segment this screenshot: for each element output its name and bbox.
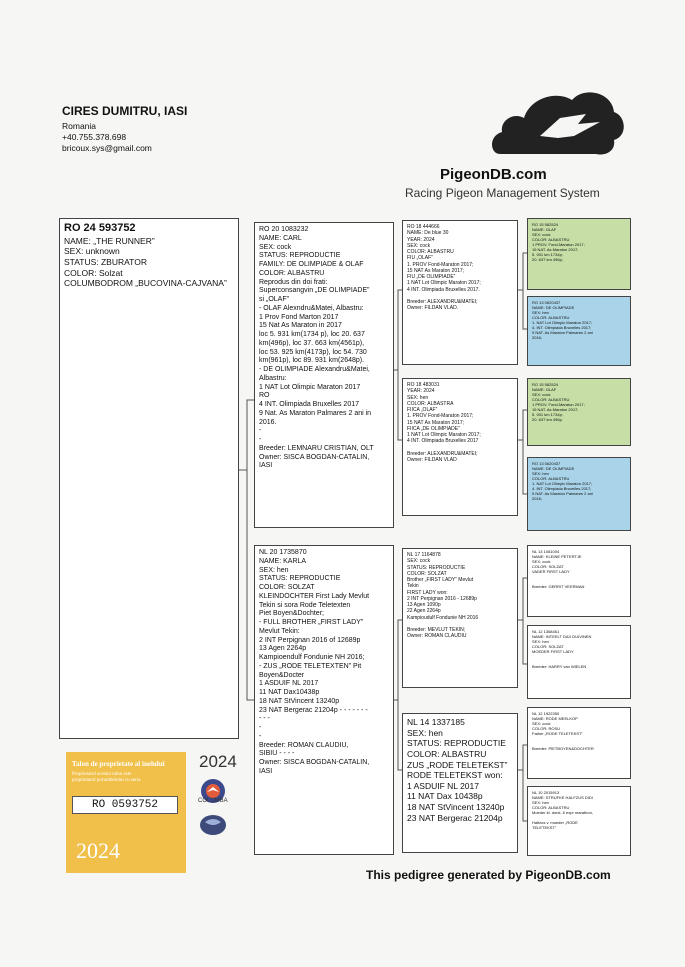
grandparent-card: RO 18 483031 YEAR: 2024 SEX: hen COLOR: ALBASTRA FIICA „OLAF” 1. PROV Fond-Maraton 2017; 15 NAT As Maraton 2017; FIICA „DE OLIMPIADE” 1 NAT Lot Olimpic Maraton 2017; 4 INT. Olimpiada Bruxelles 2017 Breeder: ALEXANDRU&MATEI; Owner: FILDAN VLAD bbox=[402, 378, 518, 516]
grandparent-card: RO 18 444666 NAME: De blue 30 YEAR: 2024 SEX: cock COLOR: ALBASTRU FIU „OLAF” 1. PROV Fond-Maraton 2017; 15 NAT As Maraton 2017; FIU „DE OLIMPIADE” 1 NAT Lot Olimpic Maraton 2017; 4 INT. Olimpiada Bruxelles 2017. Breeder: ALEXANDRU&MATEI; Owner: FILDAN VLAD. bbox=[402, 220, 518, 365]
brand-name[interactable]: PigeonDB.com bbox=[440, 166, 547, 183]
owner-name: CIRES DUMITRU, IASI bbox=[62, 104, 188, 118]
owner-phone: +40.755.378.698 bbox=[62, 132, 127, 142]
great-grandparent-card: RO 15 582524 NAME: OLAF SEX: cock COLOR: ALBASTRU 1 PROV. Fond-Maraton 2017; 15 NAT. As Maraton 2017; 5. 931 km 1734p; 20. 637 km 496p. bbox=[527, 378, 631, 446]
main-ring-number: RO 24 593752 bbox=[64, 222, 136, 234]
owner-country: Romania bbox=[62, 121, 97, 131]
talon-ring-number: RO 0593752 bbox=[72, 796, 178, 814]
talon-year: 2024 bbox=[76, 838, 120, 863]
owner-email[interactable]: bricoux.sys@gmail.com bbox=[62, 143, 152, 153]
dam-card: NL 20 1735870 NAME: KARLA SEX: hen STATUS: REPRODUCTIE COLOR: SOLZAT KLEINDOCHTER First Lady Mevlut Tekin si sora Rode Teletexten Piet Boyen&Dochter; - FULL BROTHER „FIRST LADY” Mevlut Tekin: 2 INT Perpignan 2016 of 12689p 13 Agen 2264p Kampioendulf Fondunie NH 2016; - ZUS „RODE TELETEXTEN” Pit Boyen&Docter 1 ASDUIF NL 2017 11 NAT Dax10438p 18 NAT StVincent 13240p 23 NAT Bergerac 21204p - - - - - - - - - - - - Breeder: ROMAN CLAUDIU, SIBIU - - - - Owner: SISCA BOGDAN-CATALIN, IASI bbox=[254, 545, 394, 855]
sire-card: RO 20 1083232 NAME: CARL SEX: cock STATUS: REPRODUCTIE FAMILY: DE OLIMPIADE & OLAF COLOR: ALBASTRU Reprodus din doi frati: Superconsangvin „DE OLIMPIADE” si „OLAF” - OLAF Alexndru&Matei, Albastru: 1 Prov Fond Marton 2017 15 Nat As Maraton in 2017 loc 5. 931 km(1734 p), loc 20. 637 km(496p), loc 37. 663 km(4561p), loc 53. 925 km(4173p), loc 54. 730 km(961p), loc 89. 931 km(2648p). - DE OLIMPIADE Alexandru&Matei, Albastru: 1 NAT Lot Olimpic Maraton 2017 RO 4 INT. Olimpiada Bruxelles 2017 9 Nat. As Maraton Palmares 2 ani in 2016. - - Breeder: LEMNARU CRISTIAN, OLT Owner: SISCA BOGDAN-CATALIN, IASI bbox=[254, 222, 394, 528]
great-grandparent-card: NL 12 1922350 NAME: RODE MEELKOP SEX: cock COLOR: ROSU Father „RODE TELETEKST” Breeder: PIETBOYEN&DOCHTER bbox=[527, 707, 631, 779]
great-grandparent-card: NL 12 1368461 NAME: INTEELT DAX DUIVINEN SEX: hen COLOR: SOLZAT MOEDER FIRST LADY Breeder: HARRY van WIELEN bbox=[527, 625, 631, 699]
main-pigeon-card bbox=[59, 218, 239, 739]
ring-ownership-talon bbox=[66, 752, 186, 873]
grandparent-card: NL 17 1164878 SEX: cock STATUS: REPRODUCTIE COLOR: SOLZAT Brother „FIRST LADY” Mevlut Tekin FIRST LADY won: 2 INT Perpignan 2016 - 12689p 13 Agen 1090p 22 Agen 2264p Kampioudulf Fondunie NH 2016 Breeder: MEVLUT TEKIN; Owner: ROMAN CLAUDIU bbox=[402, 548, 518, 688]
great-grandparent-card: NL 13 1081004 NAME: KLEINE PETERTJE SEX: cock COLOR: SOLZAT VADER FIRST LADY Breeder: GERRIT VEERMAN bbox=[527, 545, 631, 617]
generated-by-footer: This pedigree generated by PigeonDB.com bbox=[366, 868, 611, 882]
great-grandparent-card: NL 10 2015913 NAME: STRUFKE HALFZUS DIDI SEX: hen COLOR: ALBASTRU Moeder kl. donk. 6 expr marathon, Halfzus v. moeder „RODE TELETEKST” bbox=[527, 786, 631, 856]
brand-tagline: Racing Pigeon Management System bbox=[405, 186, 600, 200]
main-details: NAME: „THE RUNNER” SEX: unknown STATUS: ZBURATOR COLOR: Solzat COLUMBODROM „BUCOVINA-CAJVANA” bbox=[64, 235, 227, 289]
columba-label: COLUMBA bbox=[198, 798, 228, 804]
grandparent-card: NL 14 1337185 SEX: hen STATUS: REPRODUCTIE COLOR: ALBASTRU ZUS „RODE TELETEKST” RODE TELETEKST won: 1 ASDUIF NL 2017 11 NAT Dax 10438p 18 NAT StVincent 13240p 23 NAT Bergerac 21204p bbox=[402, 713, 518, 853]
talon-title: Talon de proprietate al inelului bbox=[72, 760, 165, 768]
great-grandparent-card: RO 13 0620437 NAME: DE OLIMPIADE SEX: hen COLOR: ALBASTRU 1. NAT Lot Olimpic Maraton 2017; 4. INT. Olimpiada Bruxelles 2017; 9 NAT. As Maraton Palmares 2 ani 2016; bbox=[527, 296, 631, 366]
great-grandparent-card: RO 13 0620437 NAME: DE OLIMPIADE SEX: hen COLOR: ALBASTRU 1. NAT Lot Olimpic Maraton 2017; 4. INT. Olimpiada Bruxelles 2017; 9 NAT. As Maraton Palmares 2 ani 2016; bbox=[527, 457, 631, 531]
globe-emblem-icon bbox=[199, 814, 227, 836]
talon-subtitle: Proprietarul acestui talon este proprietarul porumbelului cu seria bbox=[72, 772, 141, 783]
great-grandparent-card: RO 15 582524 NAME: OLAF SEX: cock COLOR: ALBASTRU 1 PROV. Fond-Maraton 2017; 15 NAT. As Maraton 2017; 5. 931 km 1734p; 20. 637 km 496p; bbox=[527, 218, 631, 290]
ring-year: 2024 bbox=[199, 752, 237, 771]
pigeondb-cloud-logo-icon bbox=[488, 84, 628, 168]
